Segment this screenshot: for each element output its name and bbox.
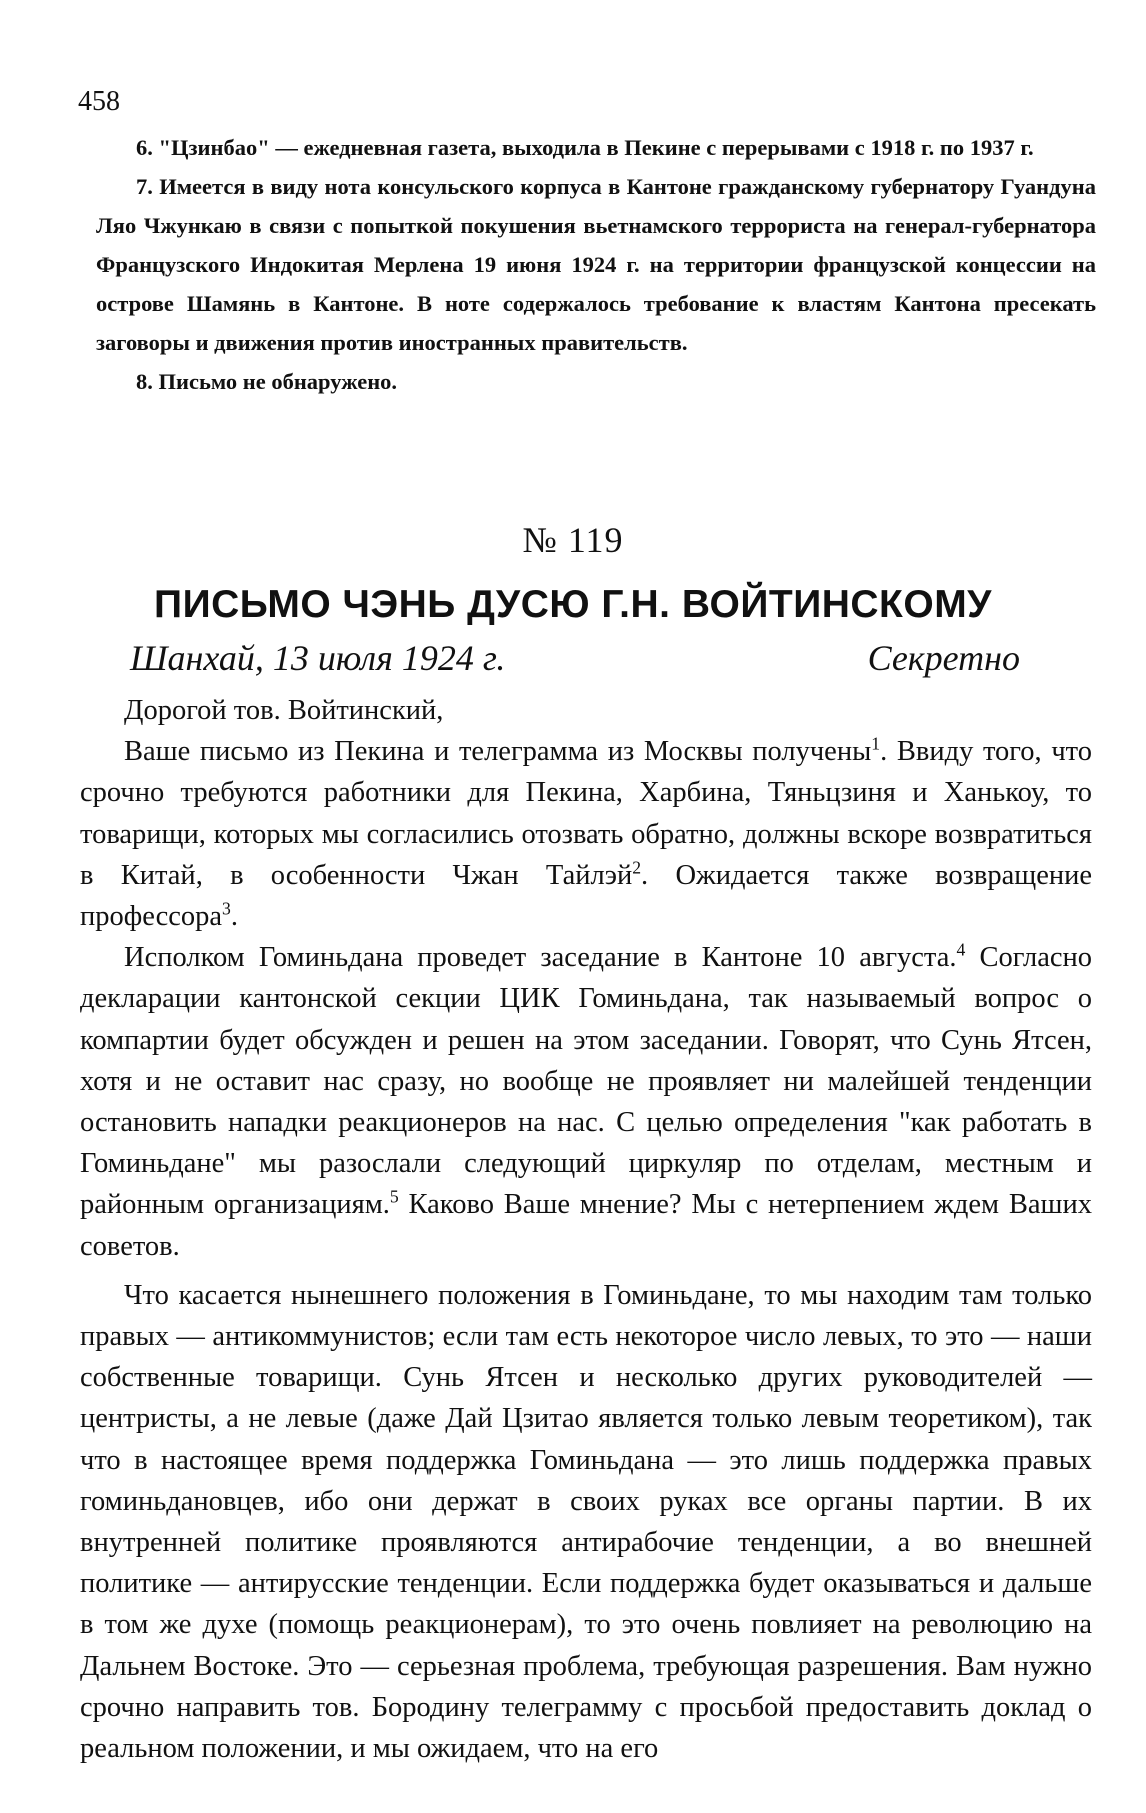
- footnote-ref-5: 5: [389, 1186, 399, 1207]
- note-6: 6. "Цзинбао" — ежедневная газета, выходила в Пекине с перерывами с 1918 г. по 1937 г.: [136, 135, 1034, 160]
- salutation: Дорогой тов. Войтинский,: [124, 695, 444, 726]
- document-number: № 119: [522, 520, 624, 560]
- note-8: 8. Письмо не обнаружено.: [136, 369, 398, 394]
- footnote-ref-1: 1: [871, 733, 881, 754]
- note-7: 7. Имеется в виду нота консульского корпуса в Кантоне гражданскому губернатору Гуандуна Ляо Чжункаю в связи с попыткой покушения вьетнамского террориста на генерал-губернатора Французского Индокитая Мерлена 19 июня 1924 г. на территории французской концессии на острове Шамянь в Кантоне. В ноте содержалось требование к властям Кантона пресекать заговоры и движения против иностранных правительств.: [96, 174, 1096, 355]
- paragraph-1: [80, 731, 1092, 937]
- place-date: Шанхай, 13 июля 1924 г.: [130, 638, 506, 678]
- letter-body: [80, 690, 1092, 1769]
- paragraph-text: .: [230, 901, 238, 933]
- paragraph-text: Ваше письмо из Пекина и телеграмма из Москвы получены: [124, 736, 872, 768]
- paragraph-text: Исполком Гоминьдана проведет заседание в Кантоне 10 августа.: [124, 942, 957, 974]
- page-number: 458: [78, 86, 120, 117]
- footnote-ref-3: 3: [222, 898, 231, 919]
- paragraph-text: Согласно декларации кантонской секции ЦИК Гоминьдана, так называемый вопрос о компартии будет обсужден и решен на этом заседании. Говорят, что Сунь Ятсен, хотя и не оставит нас сразу, но вообще не проявляет ни малейшей тенденции остановить нападки реакционеров на нас. С целью определения "как работать в Гоминьдане" мы разослали следующий циркуляр по отделам, местным и районным организациям.: [80, 942, 1092, 1221]
- paragraph-text: Каково Ваше мнение? Мы с нетерпением ждем Ваших советов.: [80, 1189, 1092, 1262]
- paragraph-3: [80, 1275, 1092, 1769]
- footnotes-section: [96, 128, 1096, 401]
- footnote-ref-2: 2: [632, 857, 642, 878]
- paragraph-2: [80, 937, 1092, 1267]
- paragraph-text: . Ожидается также возвращение профессора: [80, 859, 1092, 933]
- paragraph-text: . Ввиду того, что срочно требуются работники для Пекина, Харбина, Тяньцзиня и Ханькоу, то товарищи, которых мы согласились отозвать обратно, должны вскоре возвратиться в Китай, в особенности Чжан Тайлэй: [80, 736, 1092, 891]
- document-title: ПИСЬМО ЧЭНЬ ДУСЮ Г.Н. ВОЙТИНСКОМУ: [154, 583, 992, 626]
- footnote-ref-4: 4: [956, 939, 966, 960]
- classification-mark: Секретно: [867, 638, 1020, 678]
- paragraph-text: Что касается нынешнего положения в Гоминьдане, то мы находим там только правых — антикоммунистов; если там есть некоторое число левых, то это — наши собственные товарищи. Сунь Ятсен и несколько других руководителей — центристы, а не левые (даже Дай Цзитао является только левым теоретиком), так что в настоящее время поддержка Гоминьдана — это лишь поддержка правых гоминьдановцев, ибо они держат в своих руках все органы партии. В их внутренней политике проявляются антирабочие тенденции, а во внешней политике — антирусские тенденции. Если поддержка будет оказываться и дальше в том же духе (помощь реакционерам), то это очень повлияет на революцию на Дальнем Востоке. Это — серьезная проблема, требующая разрешения. Вам нужно срочно направить тов. Бородину телеграмму с просьбой предоставить доклад о реальном положении, и мы ожидаем, что на его: [80, 1279, 1092, 1765]
